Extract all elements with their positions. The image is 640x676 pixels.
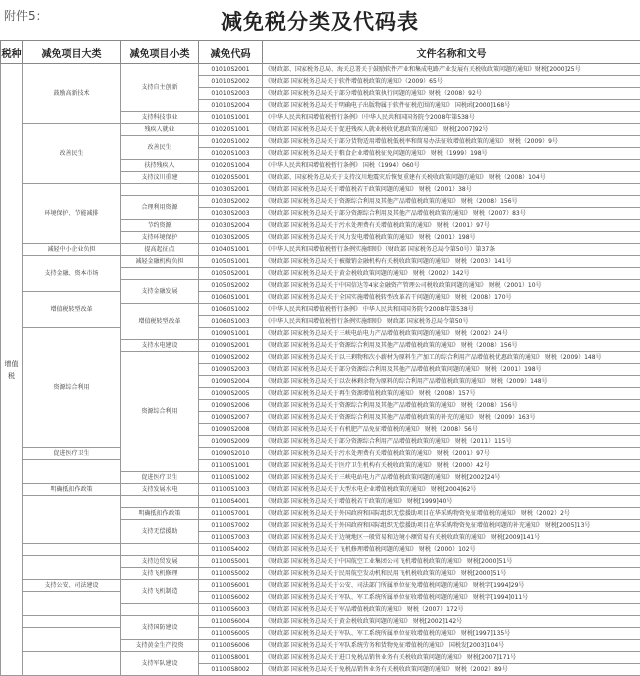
document-name-cell: 《中华人民共和国增值税暂行条例》 中华人民共和国国务院令2008年第538号 (263, 304, 640, 316)
document-name-cell: 《财政部 国家税务总局关于中国信达等4家金融资产管理公司税收政策问题的通知》 财税（2001）10号 (263, 280, 640, 292)
document-name-cell: 《财政部 国家税务总局关于部分资源综合利用及其他产品增值税政策问题的通知》 财税（2001）198号 (263, 364, 640, 376)
document-name-cell: 《中华人民共和国增值税暂行条例实施细则》（财政部 国家税务总局令第50号）第37条 (263, 244, 640, 256)
minor-category-cell: 支持无偿援助 (121, 520, 199, 544)
exemption-code-cell: 01030S2001 (199, 184, 263, 196)
document-name-cell: 《财政部 国家税务总局关于资源综合利用及其他产品增值税政策的通知》 财税（2008）156号 (263, 400, 640, 412)
exemption-code-cell: 01100S6004 (199, 616, 263, 628)
exemption-code-cell: 01030S2005 (199, 232, 263, 244)
exemption-code-cell: 01100S4001 (199, 496, 263, 508)
table-row (1, 556, 640, 568)
exemption-code-cell: 01100S6005 (199, 628, 263, 640)
document-name-cell: 《财政部 国家税务总局关于边境地区一般贸易和边境小额贸易有关税收政策的通知》 财税[2009]141号 (263, 532, 640, 544)
exemption-code-cell: 01100S6006 (199, 640, 263, 652)
exemption-code-cell: 01020S1002 (199, 136, 263, 148)
table-row (1, 580, 640, 592)
document-name-cell: 《中华人民共和国增值税暂行条例》（中华人民共和国国务院令2008年第538号 (263, 112, 640, 124)
page-title: 减免税分类及代码表 (0, 6, 640, 36)
document-name-cell: 《财政部 国家税务总局关于资源综合利用及其他产品增值税政策的通知》 财税（2008）156号 (263, 196, 640, 208)
header-minor-category: 减免项目小类 (121, 41, 199, 64)
document-name-cell: 《财政部 国家税务总局关于增值税若干政策的通知》 财税[1999]40号 (263, 496, 640, 508)
table-row (1, 64, 640, 76)
document-name-cell: 《财政部 国家税务总局关于飞机修理增值税问题的通知》 财税（2000）102号 (263, 544, 640, 556)
document-name-cell: 《财政部 国家税务总局关于军队、军工系统所属单位征收增值税的通知》 财税[1997]135号 (263, 628, 640, 640)
document-name-cell: 《财政部 国家税务总局关于增值税若干政策问题的通知》 财税（2001）38号 (263, 184, 640, 196)
exemption-code-cell: 01100S1003 (199, 484, 263, 496)
document-name-cell: 《财政部 国家税务总局关于部分增值税政策执行问题的通知》财税（2008）92号 (263, 88, 640, 100)
tax-exemption-table (0, 40, 640, 676)
document-name-cell: 《财政部 国家税务总局关于全国实施增值税转型改革若干问题的通知》 财税（2008）170号 (263, 292, 640, 304)
document-name-cell: 《财政部 国家税务总局关于以农林剩余物为原料的综合利用产品增值税政策的通知》 财税（2009）148号 (263, 376, 640, 388)
exemption-code-cell: 01100S5001 (199, 556, 263, 568)
document-name-cell: 《财政部 国家税务总局关于粮食企业增值税征免问题的通知》 财税（1999）198号 (263, 148, 640, 160)
document-name-cell: 《财政部 国家税务总局关于民用航空发动机和民用飞机税收政策的通知》 财税[2000]51号 (263, 568, 640, 580)
table-row (1, 652, 640, 664)
exemption-code-cell: 01020S1003 (199, 148, 263, 160)
minor-category-cell: 减轻金融机构负担 (121, 256, 199, 268)
exemption-code-cell: 01010S2002 (199, 76, 263, 88)
exemption-code-cell: 01100S1001 (199, 460, 263, 472)
major-category-cell (23, 496, 121, 544)
exemption-code-cell: 01040S1001 (199, 244, 263, 256)
major-category-cell: 明确抵扣作政策 (23, 484, 121, 496)
document-name-cell: 《财政部 国家税务总局关于软件增值税政策的通知》（2009）65号 (263, 76, 640, 88)
table-row (1, 244, 640, 256)
exemption-code-cell: 01100S1002 (199, 472, 263, 484)
table-body (1, 64, 640, 676)
document-name-cell: 《财政部 国家税务总局关于军品增值税政策的通知》 财税（2007）172号 (263, 604, 640, 616)
minor-category-cell: 明确抵扣作政策 (121, 508, 199, 520)
exemption-code-cell: 01090S2008 (199, 424, 263, 436)
minor-category-cell (121, 604, 199, 616)
header-tax-type: 税种 (1, 41, 23, 64)
table-row (1, 448, 640, 460)
minor-category-cell: 扶持残疾人 (121, 160, 199, 172)
table-row (1, 616, 640, 628)
document-name-cell: 《财政部 国家税务总局关于中国航空工业集团公司飞机增值税政策的通知》 财税[2000]51号 (263, 556, 640, 568)
document-name-cell: 《财政部 国家税务总局关于以三剩物和次小薪材为原料生产加工的综合利用产品增值税优惠政策的通知》 财税（2009）148号 (263, 352, 640, 364)
exemption-code-cell: 01090S2002 (199, 352, 263, 364)
minor-category-cell: 支持环境保护 (121, 232, 199, 244)
minor-category-cell: 支持飞机修理 (121, 568, 199, 580)
table-row (1, 292, 640, 304)
exemption-code-cell: 01010S2004 (199, 100, 263, 112)
minor-category-cell: 增值税转型改革 (121, 304, 199, 340)
document-name-cell: 《财政部 国家税务总局关于部分资源综合利用产品增值税政策的通知》 财税（2011）115号 (263, 436, 640, 448)
exemption-code-cell: 01100S8001 (199, 652, 263, 664)
minor-category-cell: 支持军队建设 (121, 652, 199, 676)
table-row (1, 124, 640, 136)
table-row (1, 544, 640, 556)
document-name-cell: 《财政部 国家税务总局关于军队、军工系统所属单位征收增值税问题的通知》 财税字[1994]011号 (263, 592, 640, 604)
document-name-cell: 《财政部 国家税务总局关于污水处理费有关增值税政策的通知》 财税（2001）97号 (263, 220, 640, 232)
exemption-code-cell: 01010S2001 (199, 64, 263, 76)
exemption-code-cell: 01020S5001 (199, 172, 263, 184)
document-name-cell: 《财政部 国家税务总局关于黄金税收政策问题的通知》 财税（2002）142号 (263, 268, 640, 280)
document-name-cell: 《财政部 国家税务总局关于大型水电企业增值税政策的通知》 财税[2004]62号 (263, 484, 640, 496)
major-category-cell: 资源综合利用 (23, 328, 121, 448)
minor-category-cell: 支持黄金生产投资 (121, 640, 199, 652)
minor-category-cell: 改善民生 (121, 136, 199, 160)
exemption-code-cell: 01090S2003 (199, 364, 263, 376)
minor-category-cell: 支持国防建设 (121, 616, 199, 640)
exemption-code-cell: 01050S2001 (199, 268, 263, 280)
major-category-cell (23, 556, 121, 580)
exemption-code-cell: 01060S1002 (199, 304, 263, 316)
document-name-cell: 《财政部、国家税务总局关于支持汶川地震灾后恢复重建有关税收政策问题的通知》 财税（2008）104号 (263, 172, 640, 184)
minor-category-cell: 资源综合利用 (121, 352, 199, 472)
exemption-code-cell: 01030S2004 (199, 220, 263, 232)
table-row (1, 592, 640, 604)
exemption-code-cell: 01090S2009 (199, 436, 263, 448)
major-category-cell: 支持金融、资本市场 (23, 256, 121, 292)
minor-category-cell (121, 496, 199, 508)
document-name-cell: 《财政部 国家税务总局关于外国政府和国际组织无偿援助项目在华采购物资免征增值税的通知》 财税（2002）2号 (263, 508, 640, 520)
document-name-cell: 《财政部 国家税务总局关于免税品销售业务有关税收政策问题的通知》 财税（2002）89号 (263, 664, 640, 676)
exemption-code-cell: 01010S2003 (199, 88, 263, 100)
minor-category-cell (121, 544, 199, 556)
header-exemption-code: 减免代码 (199, 41, 263, 64)
document-name-cell: 《财政部 国家税务总局关于黄金税收政策问题的通知》 财税[2002]142号 (263, 616, 640, 628)
minor-category-cell: 支持科技事业 (121, 112, 199, 124)
major-category-cell: 鼓励高新技术 (23, 64, 121, 124)
minor-category-cell: 支持发展水电 (121, 484, 199, 496)
minor-category-cell: 支持飞机制造 (121, 580, 199, 604)
minor-category-cell: 提高起征点 (121, 244, 199, 256)
minor-category-cell: 促进医疗卫生 (121, 472, 199, 484)
document-name-cell: 《财政部 国家税务总局关于促进残疾人就业税收优惠政策的通知》 财税[2007]92号 (263, 124, 640, 136)
table-row (1, 496, 640, 508)
major-category-cell (23, 592, 121, 616)
exemption-code-cell: 01100S8002 (199, 664, 263, 676)
table-row (1, 628, 640, 640)
table-row (1, 328, 640, 340)
document-name-cell: 《财政部 国家税务总局关于明确电子出版物属于软件征税范围的通知》 国税函[2000]168号 (263, 100, 640, 112)
minor-category-cell: 残疾人就业 (121, 124, 199, 136)
exemption-code-cell: 01090S1001 (199, 328, 263, 340)
major-category-cell (23, 544, 121, 556)
major-category-cell: 支持公安、司法建设 (23, 580, 121, 592)
exemption-code-cell: 01020S1004 (199, 160, 263, 172)
major-category-cell: 减轻中小企业负担 (23, 244, 121, 256)
major-category-cell: 改善民生 (23, 124, 121, 184)
table-row (1, 460, 640, 472)
table-row (1, 184, 640, 196)
table-row (1, 256, 640, 268)
major-category-cell: 增值税转型改革 (23, 292, 121, 328)
exemption-code-cell: 01090S2001 (199, 340, 263, 352)
document-name-cell: 《中华人民共和国增值税暂行条例》 国税（1994）060号 (263, 160, 640, 172)
exemption-code-cell: 01050S2002 (199, 280, 263, 292)
exemption-code-cell: 01010S1001 (199, 112, 263, 124)
document-name-cell: 《财政部 国家税务总局关于资源综合利用及其他产品增值税政策的通知》 财税（2008）156号 (263, 340, 640, 352)
table-row (1, 484, 640, 496)
document-name-cell: 《财政部 国家税务总局关于资源综合利用及其他产品增值税政策的补充的通知》 财税（2009）163号 (263, 412, 640, 424)
document-name-cell: 《财政部 国家税务总局关于风力发电增值税政策的通知》 财税（2001）198号 (263, 232, 640, 244)
minor-category-cell: 支持水电建设 (121, 340, 199, 352)
exemption-code-cell: 01030S2003 (199, 208, 263, 220)
exemption-code-cell: 01100S6003 (199, 604, 263, 616)
exemption-code-cell: 01020S1001 (199, 124, 263, 136)
exemption-code-cell: 01100S6002 (199, 592, 263, 604)
major-category-cell (23, 652, 121, 676)
document-name-cell: 《财政部 国家税务总局关于医疗卫生机构有关税收政策的通知》 财税（2000）42号 (263, 460, 640, 472)
document-name-cell: 《财政部 国家税务总局关于再生资源增值税政策的通知》 财税（2008）157号 (263, 388, 640, 400)
minor-category-cell (121, 184, 199, 196)
exemption-code-cell: 01100S7001 (199, 508, 263, 520)
exemption-code-cell: 01090S2005 (199, 388, 263, 400)
document-name-cell: 《财政部 国家税务总局关于军队系统劳务和货物免征增值税的通知》 国税发[2003]104号 (263, 640, 640, 652)
major-category-cell: 环境保护、节能减排 (23, 184, 121, 244)
exemption-code-cell: 01100S5002 (199, 568, 263, 580)
tax-type-cell: 增值税 (1, 64, 23, 676)
major-category-cell: 促进医疗卫生 (23, 448, 121, 460)
minor-category-cell: 支持自主创新 (121, 64, 199, 112)
exemption-code-cell: 01100S4002 (199, 544, 263, 556)
document-name-cell: 《财政部 国家税务总局关于部分资源综合利用及其他产品增值税政策的通知》 财税（2007）83号 (263, 208, 640, 220)
minor-category-cell: 合理利用资源 (121, 196, 199, 220)
document-name-cell: 《财政部 国家税务总局关于进口免税品销售业务有关税收政策问题的通知》 财税[2007]171号 (263, 652, 640, 664)
exemption-code-cell: 01100S7002 (199, 520, 263, 532)
exemption-code-cell: 01030S2002 (199, 196, 263, 208)
table-header-row (1, 41, 640, 64)
minor-category-cell: 支持金融发展 (121, 280, 199, 304)
minor-category-cell: 节约资源 (121, 220, 199, 232)
exemption-code-cell: 01090S2010 (199, 448, 263, 460)
document-name-cell: 《财政部 国家税务总局关于外国政府和国际组织无偿援助项目在华采购物资免征增值税问题的补充通知》 财税[2005]13号 (263, 520, 640, 532)
exemption-code-cell: 01100S7003 (199, 532, 263, 544)
exemption-code-cell: 01090S2006 (199, 400, 263, 412)
document-name-cell: 《财政部、国家税务总局、海关总署关于鼓励软件产业和集成电路产业发展有关税收政策问题的通知》财税[2000]25号 (263, 64, 640, 76)
document-name-cell: 《财政部 国家税务总局关于被撤销金融机构有关税收政策问题的通知》 财税（2003）141号 (263, 256, 640, 268)
major-category-cell (23, 460, 121, 484)
exemption-code-cell: 01100S6001 (199, 580, 263, 592)
major-category-cell (23, 616, 121, 628)
document-name-cell: 《财政部 国家税务总局关于部分货物适用增值税低税率和简易办法征收增值税政策的通知》 财税（2009）9号 (263, 136, 640, 148)
exemption-code-cell: 01060S1001 (199, 292, 263, 304)
exemption-code-cell: 01090S2007 (199, 412, 263, 424)
document-name-cell: 《财政部 国家税务总局关于三峡电站电力产品增值税政策问题的通知》 财税（2002）24号 (263, 328, 640, 340)
exemption-code-cell: 01060S1003 (199, 316, 263, 328)
minor-category-cell: 支持边贸发展 (121, 556, 199, 568)
exemption-code-cell: 01090S2004 (199, 376, 263, 388)
header-major-category: 减免项目大类 (23, 41, 121, 64)
major-category-cell (23, 628, 121, 652)
header-document-name: 文件名称和文号 (263, 41, 640, 64)
document-name-cell: 《财政部 国家税务总局关于三峡电站电力产品增值税政策问题的通知》 财税[2002]24号 (263, 472, 640, 484)
minor-category-cell (121, 268, 199, 280)
document-name-cell: 《财政部 国家税务总局关于污水处理费有关增值税政策的通知》 财税（2001）97号 (263, 448, 640, 460)
minor-category-cell: 支持汶川重建 (121, 172, 199, 184)
attachment-label: 附件5： (4, 7, 48, 24)
document-name-cell: 《中华人民共和国增值税暂行条例实施细则》 财政部 国家税务总局令第50号 (263, 316, 640, 328)
document-name-cell: 《财政部 国家税务总局关于公安、司法部门所属单位征免增值税问题的通知》 财税字[1994]29号 (263, 580, 640, 592)
exemption-code-cell: 01050S1001 (199, 256, 263, 268)
document-name-cell: 《财政部 国家税务总局关于有机肥产品免征增值税的通知》 财税（2008）56号 (263, 424, 640, 436)
